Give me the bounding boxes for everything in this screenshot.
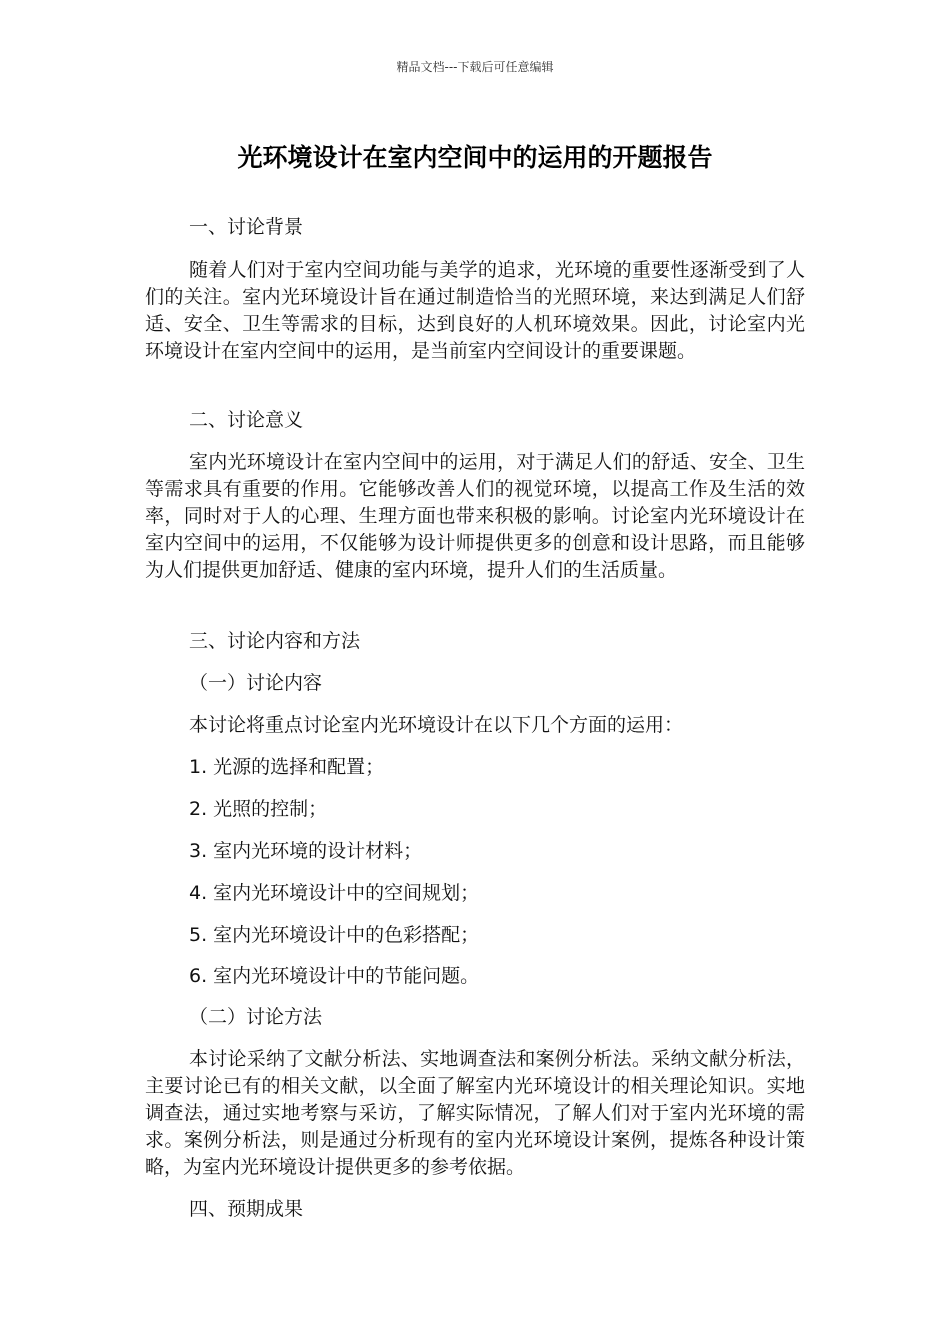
subheading-method: （二）讨论方法 bbox=[189, 1006, 323, 1028]
section-heading-background: 一、讨论背景 bbox=[189, 216, 304, 238]
paragraph-text: 室内光环境设计在室内空间中的运用，对于满足人们的舒适、安全、卫生等需求具有重要的作用。它能够改善人们的视觉环境，以提高工作及生活的效率，同时对于人的心理、生理方面也带来积极的影响。讨论室内光环境设计在室内空间中的运用，不仅能够为设计师提供更多的创意和设计思路，而且能够为人们提供更加舒适、健康的室内环境，提升人们的生活质量。 bbox=[145, 451, 805, 581]
list-item: 3. 室内光环境的设计材料； bbox=[189, 840, 423, 862]
section-paragraph-background bbox=[145, 257, 805, 365]
section-heading-expected-results: 四、预期成果 bbox=[189, 1198, 304, 1220]
paragraph-text: 本讨论采纳了文献分析法、实地调查法和案例分析法。采纳文献分析法，主要讨论已有的相关文献，以全面了解室内光环境设计的相关理论知识。实地调查法，通过实地考察与采访，了解实际情况，了解人们对于室内光环境的需求。案例分析法，则是通过分析现有的室内光环境设计案例，提炼各种设计策略，为室内光环境设计提供更多的参考依据。 bbox=[145, 1048, 805, 1178]
document-title: 光环境设计在室内空间中的运用的开题报告 bbox=[237, 143, 713, 172]
paragraph-text: 随着人们对于室内空间功能与美学的追求，光环境的重要性逐渐受到了人们的关注。室内光环境设计旨在通过制造恰当的光照环境，来达到满足人们舒适、安全、卫生等需求的目标，达到良好的人机环境效果。因此，讨论室内光环境设计在室内空间中的运用，是当前室内空间设计的重要课题。 bbox=[145, 259, 805, 362]
list-item: 5. 室内光环境设计中的色彩搭配； bbox=[189, 924, 480, 946]
list-item: 2. 光照的控制； bbox=[189, 798, 328, 820]
content-intro: 本讨论将重点讨论室内光环境设计在以下几个方面的运用： bbox=[189, 714, 684, 736]
list-item: 6. 室内光环境设计中的节能问题。 bbox=[189, 965, 480, 987]
section-heading-content-method: 三、讨论内容和方法 bbox=[189, 630, 361, 652]
list-item: 4. 室内光环境设计中的空间规划； bbox=[189, 882, 480, 904]
section-paragraph-significance bbox=[145, 449, 805, 584]
section-heading-significance: 二、讨论意义 bbox=[189, 409, 304, 431]
page-header: 精品文档---下载后可任意编辑 bbox=[396, 60, 554, 74]
list-item: 1. 光源的选择和配置； bbox=[189, 756, 385, 778]
section-paragraph-method bbox=[145, 1046, 805, 1181]
subheading-content: （一）讨论内容 bbox=[189, 672, 323, 694]
